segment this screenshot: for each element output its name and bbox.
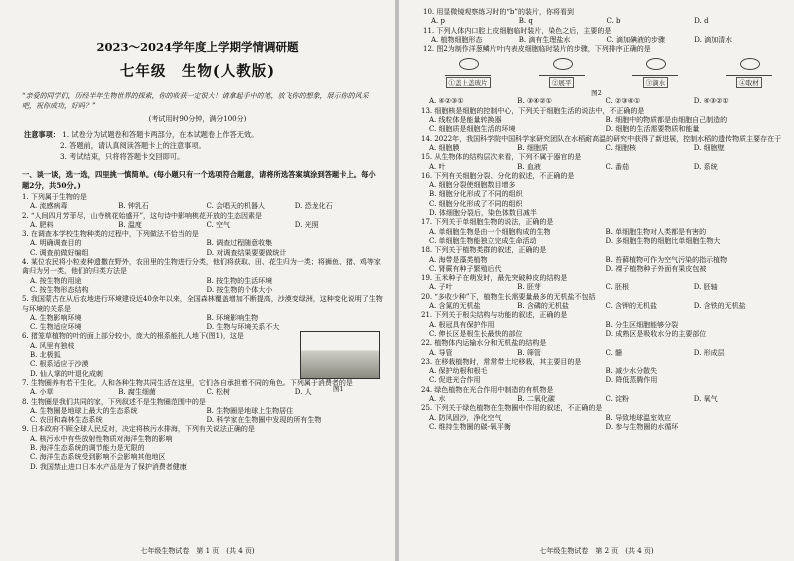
answer-option: A. 肥料 xyxy=(30,220,54,229)
question-item xyxy=(22,398,383,426)
answer-options xyxy=(22,435,383,472)
answer-option: A. 单细胞生物是由一个细胞构成的生物 xyxy=(429,227,551,236)
answer-options xyxy=(421,367,782,386)
answer-option: A. 线粒体是能量转换器 xyxy=(429,116,502,125)
answer-option: C. 根系适应于沙漠 xyxy=(30,360,89,369)
question-item xyxy=(22,258,383,295)
answer-option: D. 系统 xyxy=(693,162,718,171)
question-stem: 20. “多收少种”下，植物生长需要量最多的无机盐不包括 xyxy=(421,292,596,301)
exam-page-1 xyxy=(0,0,395,561)
question-stem: 4. 某位农民将小粒麦种遗撒在野外，农田里的生物进行分类，他们将获取、田、花生归为一类；将狮鱼、猪、鸡等家禽归为另一类，他们的归类方法是 xyxy=(22,258,381,276)
figure-2-steps xyxy=(437,56,780,88)
answer-option: D. 我国禁止进口日本水产品是为了保护消费者健康 xyxy=(30,462,187,471)
answer-option: A. p xyxy=(431,17,445,26)
answer-options xyxy=(421,181,782,218)
answer-options xyxy=(22,407,383,426)
answer-option: B. 海洋生态系统的调节能力是无限的 xyxy=(30,444,145,453)
question-item xyxy=(421,358,782,386)
answer-option: C. 松树 xyxy=(206,388,231,397)
step-label: ①盖上盖玻片 xyxy=(446,77,491,88)
question-item xyxy=(421,404,782,432)
answer-options xyxy=(22,239,383,258)
answer-option: B. 筛管 xyxy=(517,348,541,357)
question-stem: 10. 用显微镜观察练习时的“b”的装片，你将看到 xyxy=(423,8,574,16)
question-stem: 24. 绿色植物在光合作用中制造的有机物是 xyxy=(421,385,554,394)
answer-options xyxy=(421,414,782,433)
answer-option: C. 髓 xyxy=(605,348,623,357)
answer-option: D. 恐龙化石 xyxy=(294,202,333,211)
answer-option: A. 叶 xyxy=(429,162,446,171)
question-stem: 8. 生物圈是我们共同的家，下列叙述不是生物圈范围中的是 xyxy=(22,397,206,406)
answer-option: D. 滴加清水 xyxy=(694,35,733,44)
answer-option: A. 子叶 xyxy=(429,283,453,292)
answer-option: D. d xyxy=(694,17,709,26)
exam-info: (考试用时90分钟，满分100分) xyxy=(148,115,247,123)
question-item xyxy=(423,8,782,27)
figure-2-step xyxy=(624,56,686,88)
answer-option: D. 仙人掌的叶退化成刺 xyxy=(30,369,103,378)
step-label: ④取材 xyxy=(736,77,762,88)
step-label: ③滴水 xyxy=(643,77,669,88)
answer-option: A. 水 xyxy=(429,394,446,403)
answer-option: A. 导管 xyxy=(429,348,453,357)
answer-option: C. 含钾的无机盐 xyxy=(605,302,658,311)
page-footer: 七年级生物试卷 第 2 页 (共 4 页) xyxy=(539,547,654,555)
answer-option: B. 腐生细菌 xyxy=(118,388,156,397)
answer-option: C. 番茄 xyxy=(605,162,630,171)
answer-option: B. 苔藓植物可作为空气污染的指示植物 xyxy=(605,255,728,264)
answer-option: C. b xyxy=(606,17,621,26)
question-item xyxy=(421,218,782,246)
question-stem: 13. 细胞核是细胞的控制中心，下列关于细胞生活的说法中，不正确的是 xyxy=(421,106,645,115)
notes-label: 注意事项： xyxy=(24,130,60,139)
answer-option: C. 细胞核 xyxy=(605,143,637,152)
answer-options xyxy=(421,116,782,135)
answer-options xyxy=(421,144,782,153)
answer-option: B. 温度 xyxy=(118,220,142,229)
exam-notes xyxy=(24,129,377,162)
answer-option: A. 细胞膜 xyxy=(429,143,460,152)
answer-option: C. 按生物形态结构 xyxy=(30,285,89,294)
question-item xyxy=(423,27,782,46)
note-item: 3. 考试结束，只将将答题卡交回即可。 xyxy=(60,152,185,161)
answer-option: B. 细胞质 xyxy=(517,143,548,152)
answer-option: D. 细胞壁 xyxy=(693,143,725,152)
answer-option: C. 伸长区是根生长最快的部位 xyxy=(429,329,523,338)
figure-2-step xyxy=(718,56,780,88)
question-stem: 19. 玉米种子在萌发时，最先突破种皮的结构是 xyxy=(421,274,568,283)
question-item xyxy=(22,212,383,231)
answer-option: C. 调查前做好编组 xyxy=(30,248,89,257)
answer-option: B. 二氧化碳 xyxy=(517,394,555,403)
question-stem: 22. 植物体内运输水分和无机盐的结构是 xyxy=(421,339,547,348)
question-stem: 12. 图2为制作洋葱鳞片叶内表皮细胞临时装片的步骤，下列排序正确的是 xyxy=(423,45,651,54)
answer-options xyxy=(22,221,383,230)
answer-option: A. ④②③① xyxy=(429,97,464,106)
answer-option: C. 海洋生态系统受到影响不会影响其他地区 xyxy=(30,453,166,462)
answer-option: D. 体细胞分裂后，染色体数目减半 xyxy=(429,209,537,218)
question-item xyxy=(421,293,782,312)
question-item xyxy=(22,425,383,471)
answer-option: A. 小草 xyxy=(30,388,54,397)
question-stem: 6. 猪笼草植物的叶的面上部分较小，庞大的根系能扎人地下(图1)，这是 xyxy=(22,332,244,341)
answer-option: A. 核污水中有些放射性物质对海洋生物的影响 xyxy=(30,434,173,443)
question-item xyxy=(421,311,782,339)
answer-options xyxy=(421,283,782,292)
answer-option: B. 导致地球温室效应 xyxy=(605,413,672,422)
answer-option: C. 会唱天的机器人 xyxy=(206,202,266,211)
question-list xyxy=(421,97,782,432)
answer-option: B. 北极狐 xyxy=(30,351,61,360)
question-stem: 16. 下列有关细胞分裂、分化的叙述，不正确的是 xyxy=(421,171,575,180)
question-item xyxy=(421,153,782,172)
answer-option: A. 生物影响环境 xyxy=(30,313,82,322)
answer-options xyxy=(421,228,782,247)
question-stem: 3. 在调查本学校生物种类的过程中，下列做法不恰当的是 xyxy=(22,230,199,239)
answer-option: A. 海带是藻类植物 xyxy=(429,255,488,264)
answer-options xyxy=(421,321,782,340)
answer-option: D. 含铁的无机盐 xyxy=(693,302,746,311)
question-item xyxy=(421,135,782,154)
answer-options xyxy=(423,17,782,26)
exam-page-2 xyxy=(399,0,794,561)
answer-option: D. 参与生物圈的水循环 xyxy=(605,422,679,431)
question-item xyxy=(423,45,782,54)
answer-option: C. 细胞分化形成了不同的组织 xyxy=(429,199,523,208)
answer-option: C. 肾蕨有种子繁殖后代 xyxy=(429,264,502,273)
question-item xyxy=(22,379,383,398)
answer-option: B. 调查过程随意收集 xyxy=(206,239,273,248)
answer-option: C. 生物适应环境 xyxy=(30,323,82,332)
answer-option: B. 细胞分化形成了不同的组织 xyxy=(429,190,523,199)
question-stem: 15. 从生物体的结构层次来看，下列不属于器官的是 xyxy=(421,153,582,162)
question-item xyxy=(421,274,782,293)
question-item xyxy=(421,97,782,106)
question-stem: 14. 2022年，我国科学院中国科学家研究团队在水稻耐高温的研究中获得了新进展，控制水稻的遗传物质主要存在于 xyxy=(421,134,782,143)
question-item xyxy=(22,295,383,332)
answer-option: D. 降低蒸腾作用 xyxy=(605,376,658,385)
answer-option: A. 细胞分裂使细胞数目增多 xyxy=(429,181,516,190)
answer-option: A. 植物细胞形态 xyxy=(431,35,483,44)
figure-2-caption: 图2 xyxy=(591,89,602,98)
answer-option: C. 农田和森林生态系统 xyxy=(30,416,103,425)
exam-intro: “亲爱的同学们，历经半年生物世界的探索，你的收获一定很大！请拿起手中的笔，放飞你的想象，展示你的风采吧，祝你成功，好吗？” xyxy=(22,92,369,110)
question-stem: 2. “人间四月芳菲尽，山寺桃花始盛开”，这句诗中影响桃花开放的生态因素是 xyxy=(22,211,263,220)
answer-option: A. 流感病毒 xyxy=(30,202,68,211)
answer-option: C. 促进光合作用 xyxy=(429,376,481,385)
slide-illustration xyxy=(539,56,585,76)
answer-option: C. 胚根 xyxy=(605,283,630,292)
answer-option: A. 风里有独枝 xyxy=(30,341,75,350)
exam-title-subject: 七年级 生物(人教版) xyxy=(119,63,276,80)
answer-option: D. 成熟区是吸收水分的主要部位 xyxy=(605,329,707,338)
answer-options xyxy=(22,277,383,296)
question-stem: 9. 日本政府不顾全球人民反对，决定将核污水排海，下列有关说法正确的是 xyxy=(22,425,255,434)
answer-options xyxy=(421,163,782,172)
note-item: 2. 答题前，请认真阅读答题卡上的注意事项。 xyxy=(60,141,206,150)
answer-option: B. 含磷的无机盐 xyxy=(517,302,569,311)
answer-option: A. 保护幼根和根毛 xyxy=(429,367,488,376)
answer-option: B. 减少水分散失 xyxy=(605,367,658,376)
answer-option: D. 光照 xyxy=(294,220,319,229)
answer-options xyxy=(421,302,782,311)
figure-2-step xyxy=(531,56,593,88)
question-stem: 11. 下列人体内口腔上皮细胞临时装片，染色之后，主要的是 xyxy=(423,26,612,35)
answer-option: B. 钟乳石 xyxy=(118,202,149,211)
answer-option: A. 按生物的用途 xyxy=(30,276,82,285)
exam-title-year: 2023～2024学年度上学期学情调研题 xyxy=(96,40,299,54)
question-stem: 25. 下列关于绿色植物在生物圈中作用的叙述，不正确的是 xyxy=(421,404,603,413)
question-item xyxy=(22,230,383,258)
section-heading: 一、谈一谈，选一选，四里挑一慎简单。(每小题只有一个选项符合题意，请将所选答案填涂到答题卡上。每小题2分，共50分。) xyxy=(22,170,376,190)
answer-option: C. 滴加碘液的步骤 xyxy=(606,35,666,44)
question-item xyxy=(421,246,782,274)
slide-illustration xyxy=(632,56,678,76)
answer-option: D. 氧气 xyxy=(693,394,718,403)
question-list xyxy=(423,8,782,54)
answer-options xyxy=(421,97,782,106)
answer-option: C. ②③④① xyxy=(605,97,641,106)
answer-option: B. 滴有生理盐水 xyxy=(518,35,571,44)
answer-options xyxy=(22,314,383,333)
question-item xyxy=(421,107,782,135)
page-footer: 七年级生物试卷 第 1 页 (共 4 页) xyxy=(140,547,255,555)
answer-options xyxy=(421,256,782,275)
slide-illustration xyxy=(726,56,772,76)
answer-option: A. 根冠具有保护作用 xyxy=(429,320,495,329)
question-item xyxy=(22,193,383,212)
answer-option: D. 多细胞生物的细胞比单细胞生物大 xyxy=(605,236,721,245)
step-label: ②展平 xyxy=(549,77,575,88)
question-item xyxy=(421,386,782,405)
question-stem: 1. 下列属于生物的是 xyxy=(22,193,87,201)
answer-option: A. 生物圈是地球上最大的生态系统 xyxy=(30,406,138,415)
figure-2-step xyxy=(437,56,499,88)
answer-option: B. 单细胞生物对人类都是有害的 xyxy=(605,227,707,236)
answer-options xyxy=(421,349,782,358)
answer-option: A. 防风固沙，净化空气 xyxy=(429,413,502,422)
answer-option: D. 科学家在生物圈中发现的所有生物 xyxy=(206,416,322,425)
note-item: 1. 试卷分为试题卷和答题卡两部分，在本试题卷上作答无效。 xyxy=(62,130,259,139)
answer-option: B. 环境影响生物 xyxy=(206,313,259,322)
answer-option: D. 裸子植物种子外面有果皮包被 xyxy=(605,264,707,273)
question-stem: 18. 下列关于植物类群的叙述，正确的是 xyxy=(421,246,547,255)
answer-option: B. 按生物的生活环境 xyxy=(206,276,273,285)
question-stem: 23. 在移栽植物时，常常带土坨移栽，其主要目的是 xyxy=(421,357,582,366)
answer-option: B. 细胞中的物质都是由细胞自己制造的 xyxy=(605,116,728,125)
answer-option: C. 细胞质是细胞生活的环境 xyxy=(429,125,516,134)
answer-option: D. ④③②① xyxy=(693,97,729,106)
question-stem: 7. 生物圈养有若干生化，人和各种生物共同生活在这里，它们各自承担着不同的角色。下列属于消费者的是 xyxy=(22,378,353,387)
answer-option: B. 胚芽 xyxy=(517,283,541,292)
question-item xyxy=(421,339,782,358)
answer-option: A. 明确调查目的 xyxy=(30,239,82,248)
answer-option: B. 分生区细胞能够分裂 xyxy=(605,320,679,329)
question-stem: 17. 下列关于单细胞生物的说法，正确的是 xyxy=(421,218,554,227)
answer-options xyxy=(421,395,782,404)
answer-option: C. 单细胞生物能独立完成生命活动 xyxy=(429,236,537,245)
answer-option: B. 血液 xyxy=(517,162,541,171)
answer-options xyxy=(22,388,383,397)
question-stem: 21. 下列关于根尖结构与功能的叙述，正确的是 xyxy=(421,311,568,320)
answer-option: A. 含氮的无机盐 xyxy=(429,302,481,311)
answer-option: D. 胚轴 xyxy=(693,283,718,292)
answer-option: D. 生物与环境关系不大 xyxy=(206,323,280,332)
figure-1-caption: 图1 xyxy=(333,385,344,393)
answer-option: B. ③④②① xyxy=(517,97,552,106)
question-stem: 5. 我国蒙古在从后农地进行环境建设近40余年以来，全国森林覆盖增加不断提高，沙漠变绿洲，这种变化说明了生物与环境的关系是 xyxy=(22,295,383,313)
answer-option: C. 维持生物圈的碳-氧平衡 xyxy=(429,422,511,431)
answer-option: D. 细胞的生活需要物质和能量 xyxy=(605,125,700,134)
answer-options xyxy=(423,36,782,45)
answer-option: D. 人 xyxy=(294,388,312,397)
answer-option: D. 按生物的个体大小 xyxy=(206,285,273,294)
answer-option: D. 形成层 xyxy=(693,348,725,357)
question-item xyxy=(421,172,782,218)
answer-option: D. 对调查结果要要做统计 xyxy=(206,248,287,257)
answer-option: B. q xyxy=(518,17,533,26)
answer-options xyxy=(22,202,383,211)
slide-illustration xyxy=(445,56,491,76)
figure-1-image xyxy=(300,331,380,379)
page-header xyxy=(0,39,395,81)
answer-option: C. 空气 xyxy=(206,220,231,229)
answer-option: B. 生物圈是地球上生物居住 xyxy=(206,406,294,415)
answer-option: C. 淀粉 xyxy=(605,394,630,403)
